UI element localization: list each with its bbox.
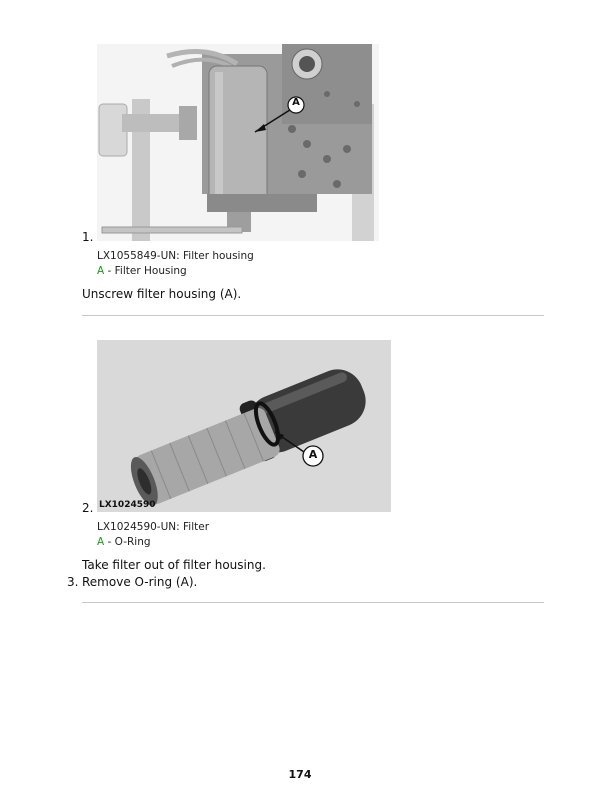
legend-key: A xyxy=(97,536,105,548)
step-3-number: 3. xyxy=(67,575,79,589)
legend-text: - O-Ring xyxy=(104,536,151,548)
callout-a-label: A xyxy=(308,448,318,461)
figure-legend xyxy=(97,264,187,279)
figure-caption: LX1055849-UN: Filter housing xyxy=(97,250,254,262)
legend-key: A xyxy=(97,265,105,277)
step-3-instruction: Remove O-ring (A). xyxy=(82,575,198,589)
filter-illustration xyxy=(97,340,391,512)
step-2-instruction: Take filter out of filter housing. xyxy=(82,558,266,572)
figure-caption: LX1024590-UN: Filter xyxy=(97,521,210,533)
filter-housing-photo xyxy=(97,44,379,241)
filter-photo xyxy=(97,340,391,512)
photo-id-label: LX1024590 xyxy=(99,500,156,510)
section-divider xyxy=(82,315,544,316)
filter-housing-illustration xyxy=(97,44,379,241)
step-1-instruction: Unscrew filter housing (A). xyxy=(82,287,242,301)
step-2-number: 2. xyxy=(82,501,94,515)
legend-text: - Filter Housing xyxy=(104,265,187,277)
page-number: 174 xyxy=(288,768,312,781)
step-1-number: 1. xyxy=(82,230,94,244)
callout-a-label: A xyxy=(292,97,300,108)
figure-legend xyxy=(97,535,151,550)
section-divider xyxy=(82,602,544,603)
